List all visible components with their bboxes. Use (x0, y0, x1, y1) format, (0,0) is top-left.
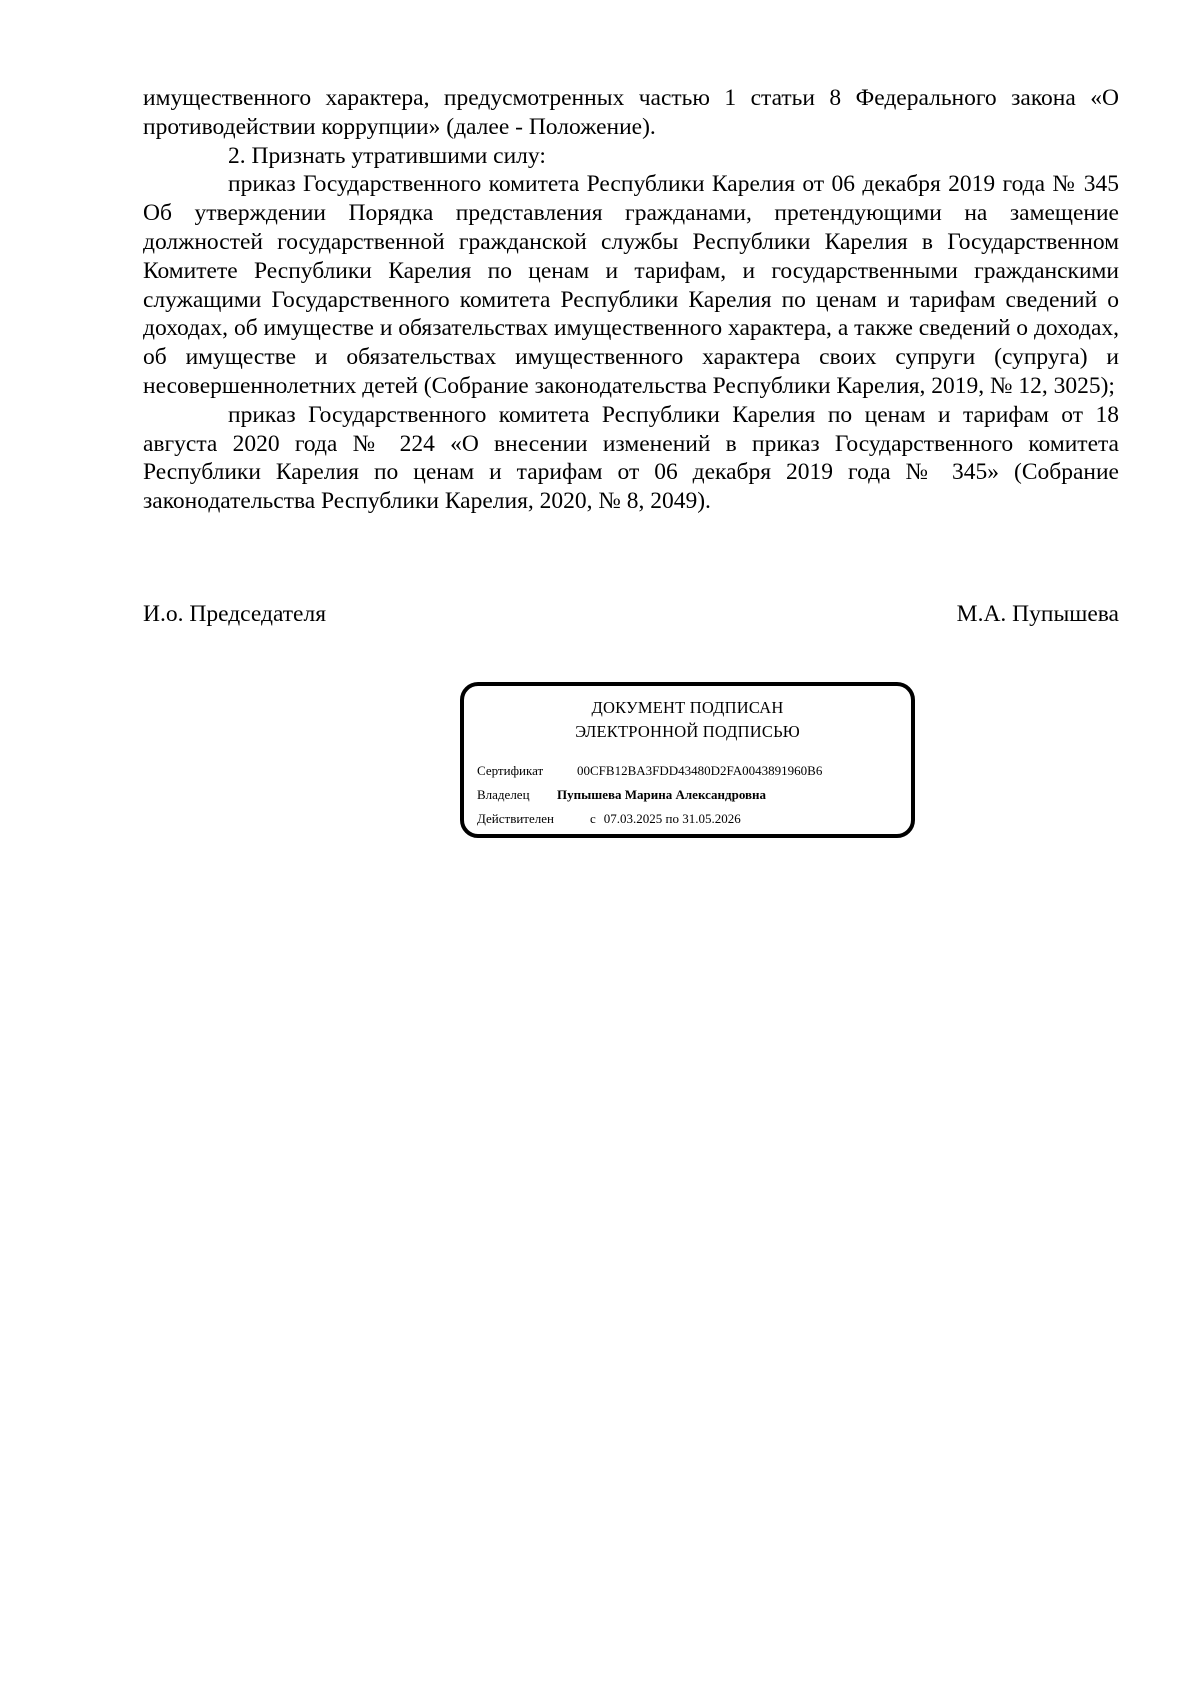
valid-to: 31.05.2026 (682, 811, 741, 826)
document-body (143, 84, 1119, 516)
stamp-validity-row (477, 810, 741, 828)
stamp-certificate-row (477, 762, 822, 780)
electronic-signature-stamp (460, 682, 915, 838)
valid-to-prefix: по (665, 811, 679, 826)
owner-label: Владелец (477, 787, 530, 802)
certificate-value: 00CFB12BA3FDD43480D2FA0043891960B6 (577, 763, 823, 778)
owner-value: Пупышева Марина Александровна (557, 787, 767, 802)
paragraph-order-224: приказ Государственного комитета Республики Карелия по ценам и тарифам от 18 августа 2020 года № 224 «О внесении изменений в приказ Государственного комитета Республики Карелия по ценам и тарифам от 06 декабря 2019 года № 345» (Собрание законодательства Республики Карелия, 2020, № 8, 2049). (143, 401, 1119, 515)
valid-label: Действителен (477, 811, 554, 826)
stamp-title-line-1: ДОКУМЕНТ ПОДПИСАН (591, 698, 784, 717)
stamp-title-line-2: ЭЛЕКТРОННОЙ ПОДПИСЬЮ (575, 722, 800, 741)
valid-from-prefix: с (590, 811, 596, 826)
stamp-owner-row (477, 786, 766, 804)
paragraph-order-345: приказ Государственного комитета Республики Карелия от 06 декабря 2019 года № 345 Об утверждении Порядка представления гражданами, претендующими на замещение должностей государственной гражданской службы Республики Карелия в Государственном Комитете Республики Карелия по ценам и тарифам, и государственными гражданскими служащими Государственного комитета Республики Карелия по ценам и тарифам сведений о доходах, об имуществе и обязательствах имущественного характера, а также сведений о доходах, об имуществе и обязательствах имущественного характера своих супруги (супруга) и несовершеннолетних детей (Собрание законодательства Республики Карелия, 2019, № 12, 3025); (143, 171, 1119, 399)
certificate-label: Сертификат (477, 763, 544, 778)
signatory-position: И.о. Председателя (143, 601, 326, 627)
paragraph-continuation: имущественного характера, предусмотренных частью 1 статьи 8 Федерального закона «О противодействии коррупции» (далее - Положение). (143, 85, 1119, 140)
paragraph-item-2: 2. Признать утратившими силу: (228, 142, 546, 169)
signature-block (143, 600, 1119, 628)
stamp-title (464, 696, 911, 744)
signatory-name: М.А. Пупышева (956, 601, 1119, 627)
valid-from: 07.03.2025 (603, 811, 663, 826)
